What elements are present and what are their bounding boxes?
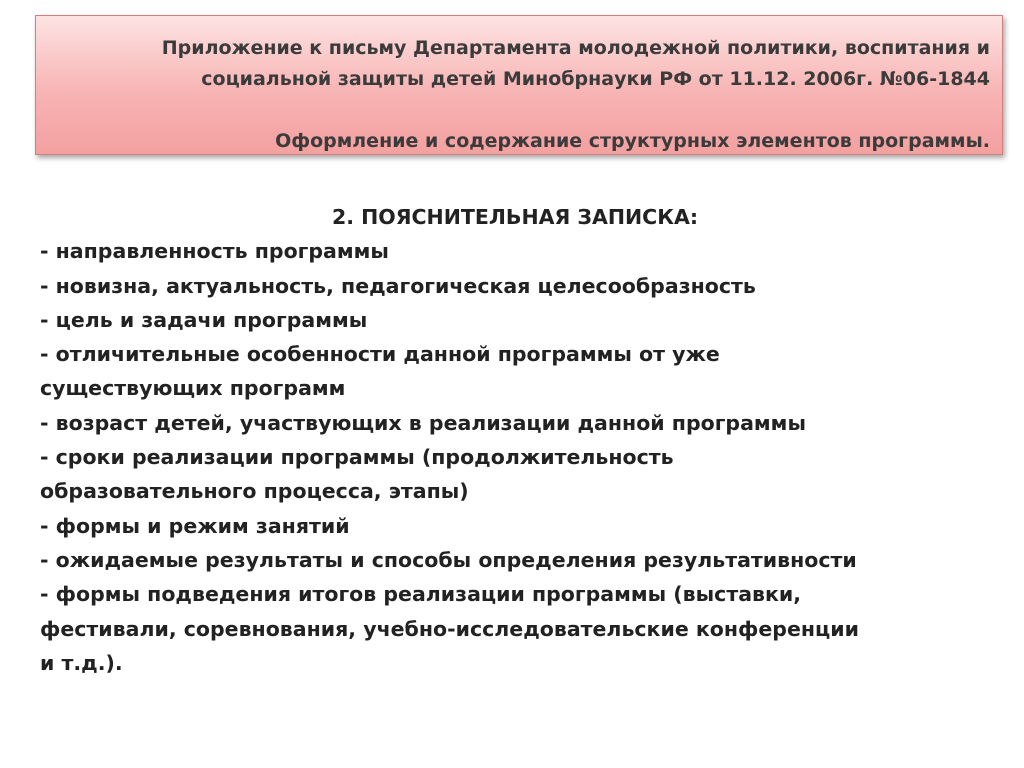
list-line: - отличительные особенности данной программы от уже xyxy=(40,342,720,367)
list-line: - новизна, актуальность, педагогическая целесообразность xyxy=(40,273,756,298)
list-line: фестивали, соревнования, учебно-исследовательские конференции xyxy=(40,616,859,641)
list-line: существующих программ xyxy=(40,376,346,401)
header-line-1: Приложение к письму Департамента молодежной политики, воспитания и xyxy=(161,37,990,59)
list-line: - цель и задачи программы xyxy=(40,307,368,332)
header-subtitle: Оформление и содержание структурных элементов программы. xyxy=(275,130,990,152)
header-line-2: социальной защиты детей Минобрнауки РФ от 11.12. 2006г. №06-1844 xyxy=(201,68,990,90)
header-banner xyxy=(35,15,1003,155)
list-line: - формы подведения итогов реализации программы (выставки, xyxy=(40,582,802,607)
list-line: - возраст детей, участвующих в реализации данной программы xyxy=(40,410,806,435)
explanatory-note xyxy=(40,200,990,680)
list-line: - направленность программы xyxy=(40,239,389,264)
list-line: - формы и режим занятий xyxy=(40,513,350,538)
section-title: 2. ПОЯСНИТЕЛЬНАЯ ЗАПИСКА: xyxy=(331,205,699,229)
list-line: и т.д.). xyxy=(40,650,123,675)
list-line: образовательного процесса, этапы) xyxy=(40,479,469,504)
list-line: - сроки реализации программы (продолжительность xyxy=(40,445,674,470)
list-line: - ожидаемые результаты и способы определения результативности xyxy=(40,547,857,572)
